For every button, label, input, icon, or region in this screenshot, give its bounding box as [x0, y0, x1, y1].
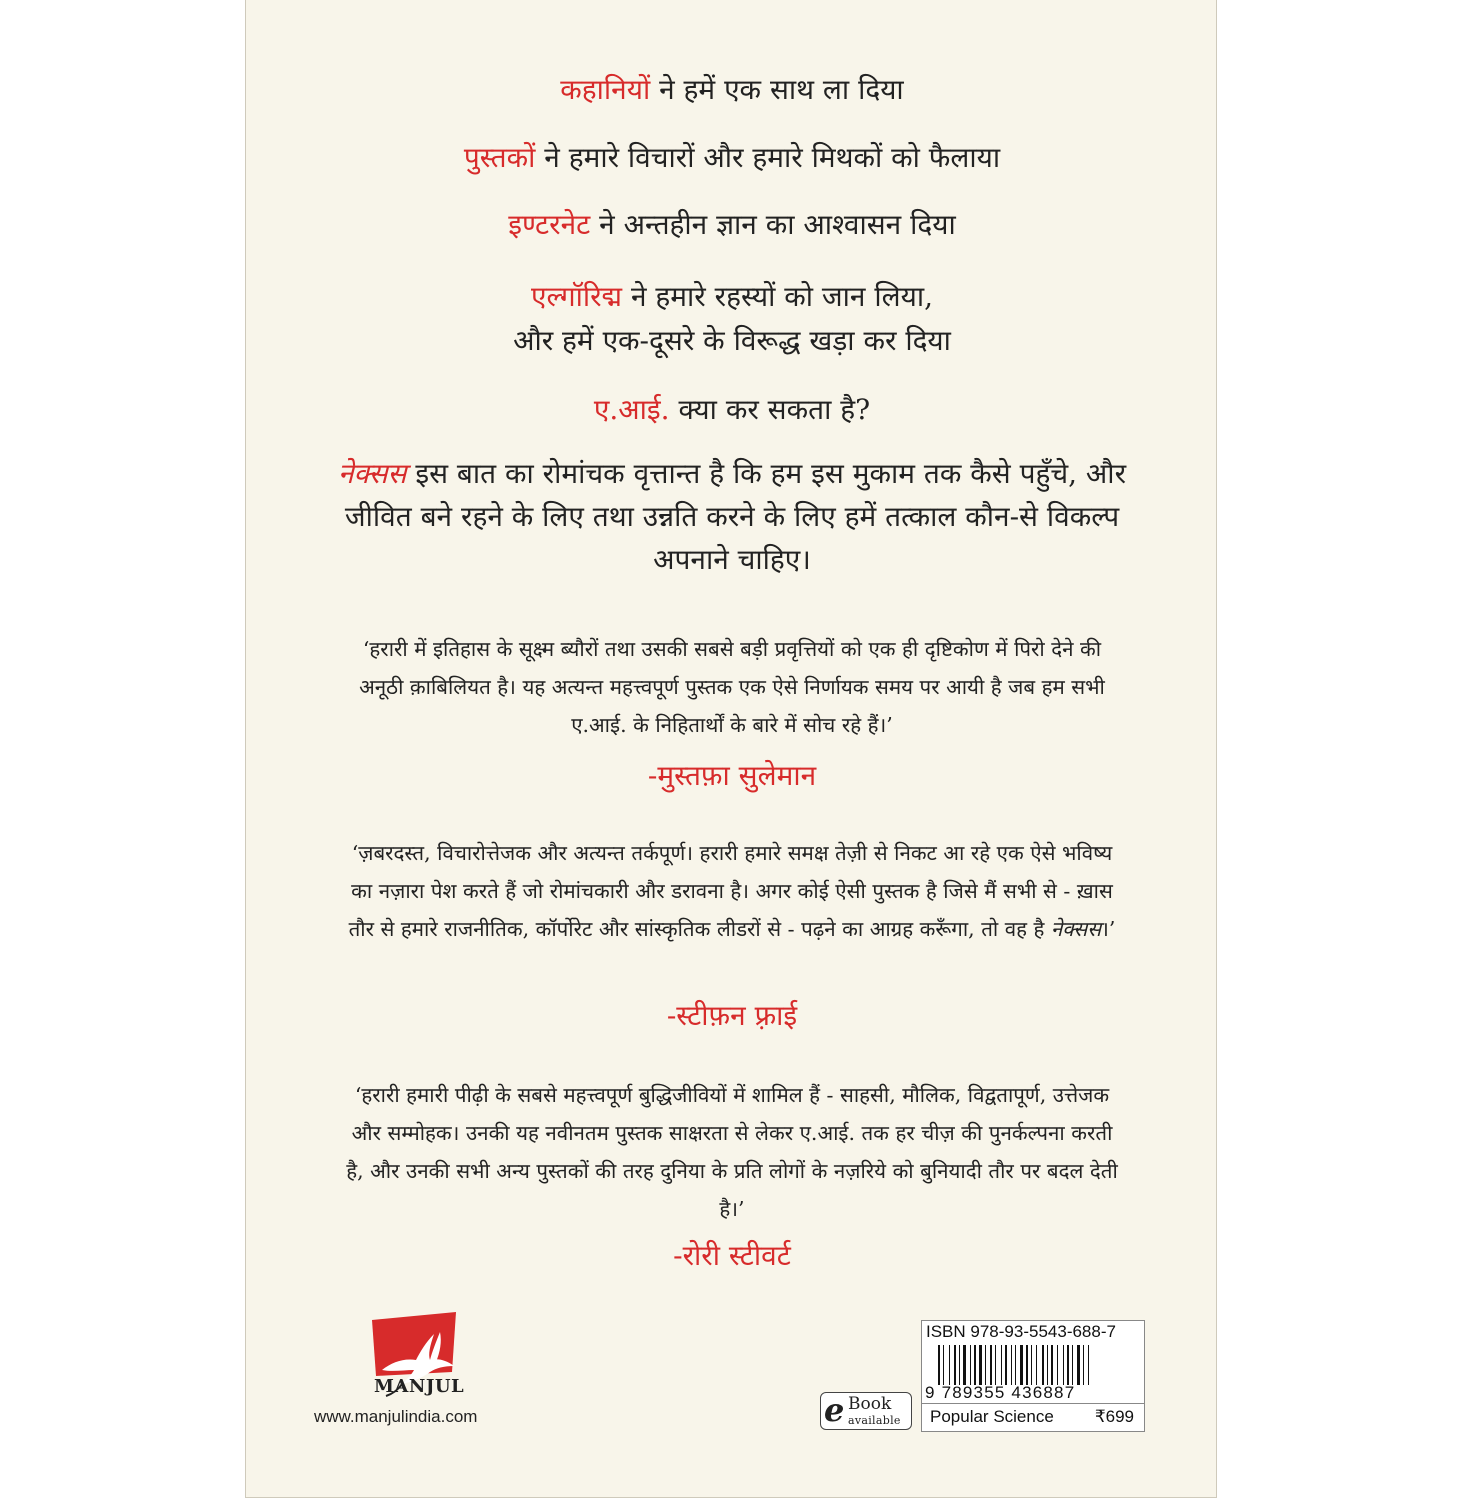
summary-paragraph: [316, 452, 1148, 581]
ebook-word: Book: [848, 1394, 892, 1414]
barcode-icon: [936, 1345, 1136, 1385]
tagline-algorithm: [246, 277, 1218, 315]
publisher-name: MANJUL: [374, 1376, 465, 1397]
summary-text: इस बात का रोमांचक वृत्तान्त है कि हम इस मुकाम तक कैसे पहुँचे, और जीवित बने रहने के लिए तथा उन्नति करने के लिए हमें तत्काल कौन-से विकल्प अपनाने चाहिए।: [344, 457, 1127, 576]
tagline-ai: [246, 390, 1218, 428]
publisher-url[interactable]: www.manjulindia.com: [314, 1407, 478, 1426]
review-author-3: -रोरी स्टीवर्ट: [673, 1239, 791, 1272]
review-text-end: ।’: [1101, 917, 1116, 941]
review-quote-2: [346, 834, 1118, 948]
book-title: नेक्सस: [1050, 917, 1102, 941]
tagline-text: ने हमारे रहस्यों को जान लिया,: [622, 280, 933, 313]
isbn-barcode-box: [921, 1320, 1145, 1404]
tagline-text: ने हमारे विचारों और हमारे मिथकों को फैलाया: [535, 141, 1001, 174]
review-author-1: -मुस्तफ़ा सुलेमान: [647, 759, 817, 792]
review-author-2: -स्टीफ़न फ़्राई: [666, 999, 798, 1032]
review-text: ‘ज़बरदस्त, विचारोत्तेजक और अत्यन्त तर्कपूर्ण। हरारी हमारे समक्ष तेज़ी से निकट आ रहे एक ऐसे भविष्य का नज़ारा पेश करते हैं जो रोमांचकारी और डरावना है। अगर कोई ऐसी पुस्तक है जिसे मैं सभी से - ख़ास तौर से हमारे राजनीतिक, कॉर्पोरेट और सांस्कृतिक लीडरों से - पढ़ने का आग्रह करूँगा, तो वह है: [348, 841, 1113, 941]
tagline-stories: [246, 70, 1218, 108]
tagline-books: [246, 138, 1218, 176]
book-title: नेक्सस: [337, 457, 407, 490]
tagline-highlight: कहानियों: [560, 73, 651, 106]
review-quote-1: ‘हरारी में इतिहास के सूक्ष्म ब्यौरों तथा उसकी सबसे बड़ी प्रवृत्तियों को एक ही दृष्टिकोण में पिरो देने की अनूठी क़ाबिलियत है। यह अत्यन्त महत्त्वपूर्ण पुस्तक एक ऐसे निर्णायक समय पर आयी है जब हम सभी ए.आई. के निहितार्थों के बारे में सोच रहे हैं।’: [359, 637, 1105, 737]
tagline-algorithm-cont: और हमें एक-दूसरे के विरूद्ध खड़ा कर दिया: [513, 324, 951, 357]
ebook-letter: e: [824, 1391, 845, 1429]
tagline-highlight: एल्गॉरिद्म: [530, 280, 623, 313]
tagline-highlight: इण्टरनेट: [508, 208, 591, 241]
isbn-label: ISBN 978-93-5543-688-7: [926, 1322, 1116, 1341]
price-label: ₹699: [1094, 1407, 1134, 1426]
category-label: Popular Science: [930, 1407, 1054, 1426]
category-price-box: [921, 1404, 1145, 1432]
back-cover: [245, 0, 1217, 1498]
barcode-digits: 9 789355 436887: [925, 1383, 1076, 1402]
tagline-internet: [246, 205, 1218, 243]
tagline-highlight: ए.आई.: [593, 393, 670, 426]
ebook-status: available: [848, 1414, 901, 1427]
tagline-text: ने हमें एक साथ ला दिया: [650, 73, 904, 106]
tagline-highlight: पुस्तकों: [463, 141, 536, 174]
ebook-badge: [820, 1392, 912, 1430]
tagline-text: क्या कर सकता है?: [669, 393, 871, 426]
review-quote-3: ‘हरारी हमारी पीढ़ी के सबसे महत्त्वपूर्ण बुद्धिजीवियों में शामिल हैं - साहसी, मौलिक, विद्वतापूर्ण, उत्तेजक और सम्मोहक। उनकी यह नवीनतम पुस्तक साक्षरता से लेकर ए.आई. तक हर चीज़ की पुनर्कल्पना करती है, और उनकी सभी अन्य पुस्तकों की तरह दुनिया के प्रति लोगों के नज़रिये को बुनियादी तौर पर बदल देती है।’: [346, 1083, 1118, 1221]
tagline-text: ने अन्तहीन ज्ञान का आश्वासन दिया: [590, 208, 956, 241]
